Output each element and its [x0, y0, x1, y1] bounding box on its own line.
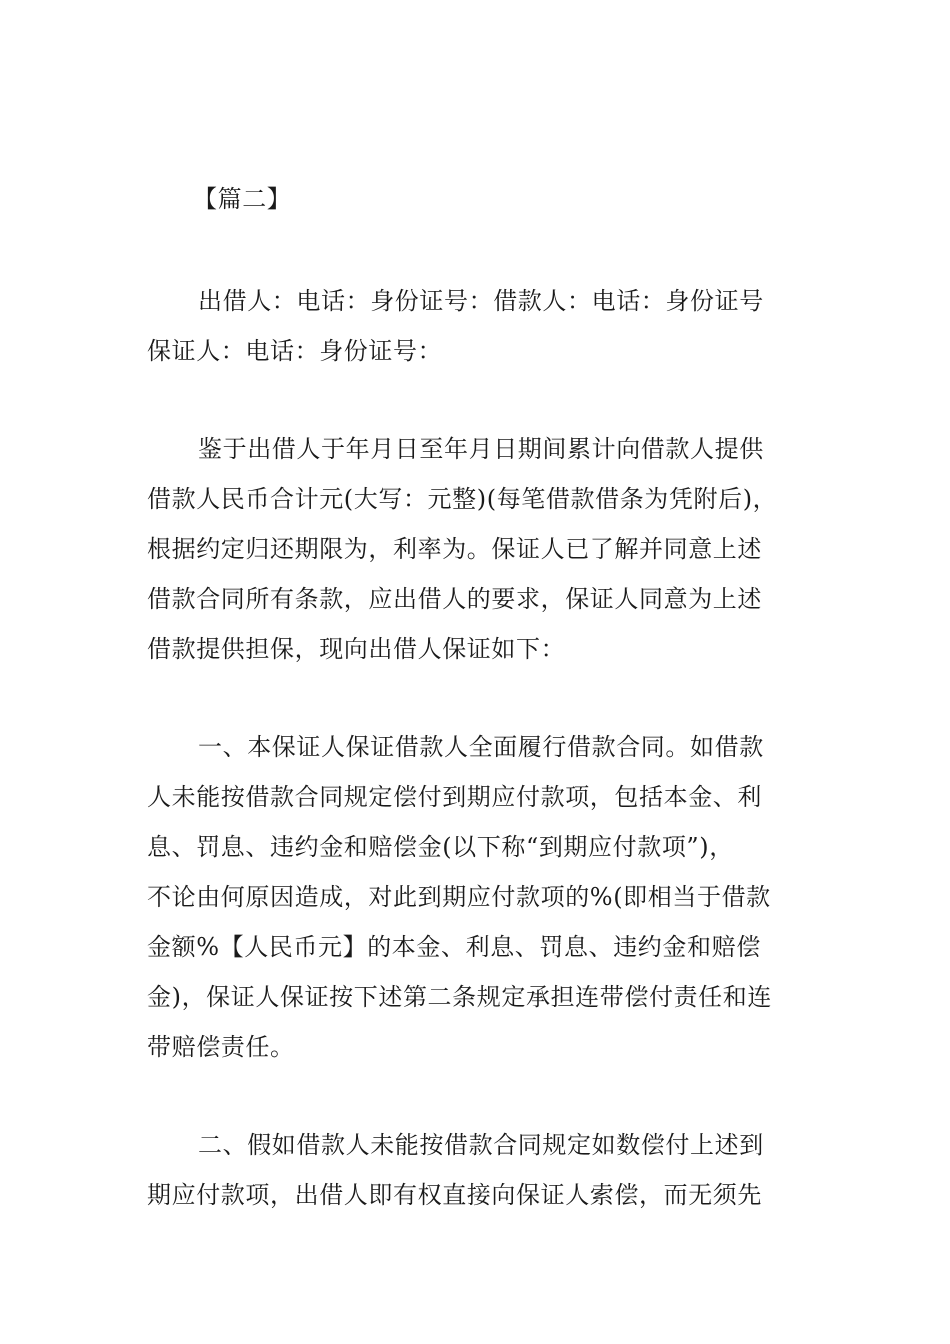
clause1-line-7: 带赔偿责任。 [147, 1033, 295, 1061]
clause1-line-4: 不论由何原因造成，对此到期应付款项的%(即相当于借款 [147, 883, 771, 911]
clause1-line-5: 金额%【人民币元】的本金、利息、罚息、违约金和赔偿 [147, 933, 761, 961]
section-heading: 【篇二】 [193, 185, 292, 213]
preamble-line-5: 借款提供担保，现向出借人保证如下： [147, 635, 566, 663]
clause2-line-1: 二、假如借款人未能按借款合同规定如数偿付上述到 [198, 1131, 764, 1159]
preamble-line-2: 借款人民币合计元(大写：元整)(每笔借款借条为凭附后)， [147, 485, 778, 513]
parties-line-1: 出借人：电话：身份证号：借款人：电话：身份证号 [198, 287, 764, 315]
clause1-line-2: 人未能按借款合同规定偿付到期应付款项，包括本金、利 [147, 783, 762, 811]
clause1-line-6: 金)，保证人保证按下述第二条规定承担连带偿付责任和连 [147, 983, 772, 1011]
clause2-line-2: 期应付款项，出借人即有权直接向保证人索偿，而无须先 [147, 1181, 762, 1209]
clause1-line-1: 一、本保证人保证借款人全面履行借款合同。如借款 [198, 733, 764, 761]
clause1-line-3: 息、罚息、违约金和赔偿金(以下称“到期应付款项”)， [147, 833, 734, 861]
parties-line-2: 保证人：电话：身份证号： [147, 337, 443, 365]
preamble-line-3: 根据约定归还期限为，利率为。保证人已了解并同意上述 [147, 535, 762, 563]
preamble-line-1: 鉴于出借人于年月日至年月日期间累计向借款人提供 [198, 435, 764, 463]
preamble-line-4: 借款合同所有条款，应出借人的要求，保证人同意为上述 [147, 585, 762, 613]
